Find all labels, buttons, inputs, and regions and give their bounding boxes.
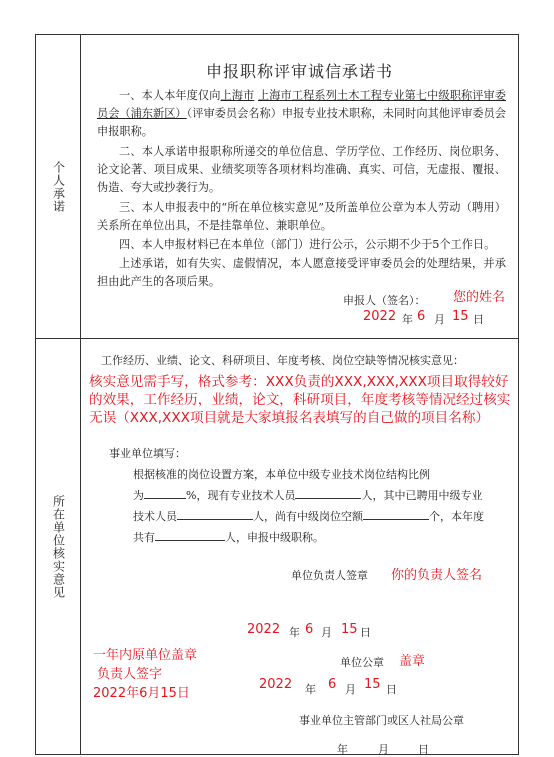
promise-item-5: 上述承诺，如有失实、虚假情况，本人愿意接受评审委员会的处理结果，并承担由此产生的各项后果。 [97,257,506,288]
applicant-date-month: 6 [417,309,426,324]
unit-seal-note: 盖章 [399,654,426,669]
seal-note-line-2: 负责人签字 [97,667,163,682]
verification-heading: 工作经历、业绩、论文、科研项目、年度考核、岗位空缺等情况核实意见： [101,354,464,367]
promise-item-4: 四、本人申报材料已在本单位（部门）进行公示，公示期不少于5个工作日。 [119,238,496,251]
verification-section [81,338,518,756]
fill-line-2: 为 %，现有专业技术人员 人，其中已聘用中级专业 [133,489,483,502]
leader-date-month-unit: 月 [321,626,332,639]
leader-signature-note: 你的负责人签名 [391,568,483,583]
ratio-blank[interactable] [144,487,186,499]
leader-date-year: 2022 [247,622,281,637]
seal-date-year-unit: 年 [305,683,316,696]
seal-note-line-3: 2022年6月15日 [93,686,190,701]
personal-promise-section [81,35,518,338]
leader-date-month: 6 [305,622,314,637]
applicant-date-day-unit: 日 [473,313,484,326]
applicant-signature-label: 申报人（签名）： [343,294,426,307]
section-label-verification: 所在单位核实意见 [51,495,66,599]
section-label-personal: 个人承诺 [51,160,66,213]
applicant-date-day: 15 [452,309,469,324]
seal-date-month: 6 [328,677,337,692]
applicant-signature-note: 您的姓名 [453,290,506,305]
seal-date-month-unit: 月 [345,683,356,696]
fill-line-1: 根据核准的岗位设置方案，本单位中级专业技术岗位结构比例 [133,468,430,481]
leader-date-day: 15 [341,622,358,637]
leader-signature-label: 单位负责人签章 [291,569,368,582]
seal-date-day-unit: 日 [386,683,397,696]
fill-line-4: 共有 人，申报中级职称。 [133,531,324,544]
form-title: 申报职称评审诚信承诺书 [205,62,393,81]
applicant-date-month-unit: 月 [434,313,445,326]
authority-date-day-unit: 日 [418,743,429,756]
seal-note-line-1: 一年内原单位盖章 [93,648,198,663]
applicant-date-year: 2022 [363,309,397,324]
applicant-count-blank[interactable] [155,529,225,541]
hired-count-blank[interactable] [177,508,253,520]
authority-date-month-unit: 月 [378,743,389,756]
fill-line-3: 技术人员 人，尚有中级岗位空额 个，本年度 [133,510,484,523]
unit-seal-label: 单位公章 [340,656,384,669]
leader-date-day-unit: 日 [360,626,371,639]
authority-seal-label: 事业单位主管部门或区人社局公章 [299,714,464,727]
promise-item-3: 三、本人申报表中的“所在单位核实意见”及所盖单位公章为本人劳动（聘用）关系所在单位出具，不是挂靠单位、兼职单位。 [97,201,506,232]
institution-fill-heading: 事业单位填写： [109,447,186,460]
seal-date-day: 15 [364,677,381,692]
staff-count-blank[interactable] [295,487,361,499]
leader-date-year-unit: 年 [289,626,300,639]
authority-date-year-unit: 年 [337,743,348,756]
vacancy-blank[interactable] [363,508,429,520]
applicant-date-year-unit: 年 [402,313,413,326]
seal-date-year: 2022 [259,677,293,692]
verification-instruction-note: 核实意见需手写，格式参考：XXX负责的XXX,XXX,XXX项目取得较好的效果，工作经历，业绩，论文，科研项目，年度考核等情况经过核实无误（XXX,XXX项目就是大家填报名表填写的自己做的项目名称） [89,374,511,426]
commitment-form [35,34,519,755]
promise-item-2: 二、本人承诺申报职称所递交的单位信息、学历学位、工作经历、岗位职务、论文论著、项目成果、业绩奖项等各项材料均准确、真实、可信，无虚报、覆报、伪造、夸大或抄袭行为。 [97,145,506,194]
promise-item-1: 一、本人本年度仅向上海市 上海市工程系列土木工程专业第七中级职称评审委员会（浦东新区）（评审委员会名称）申报专业技术职称，未同时向其他评审委员会申报职称。 [97,89,506,138]
